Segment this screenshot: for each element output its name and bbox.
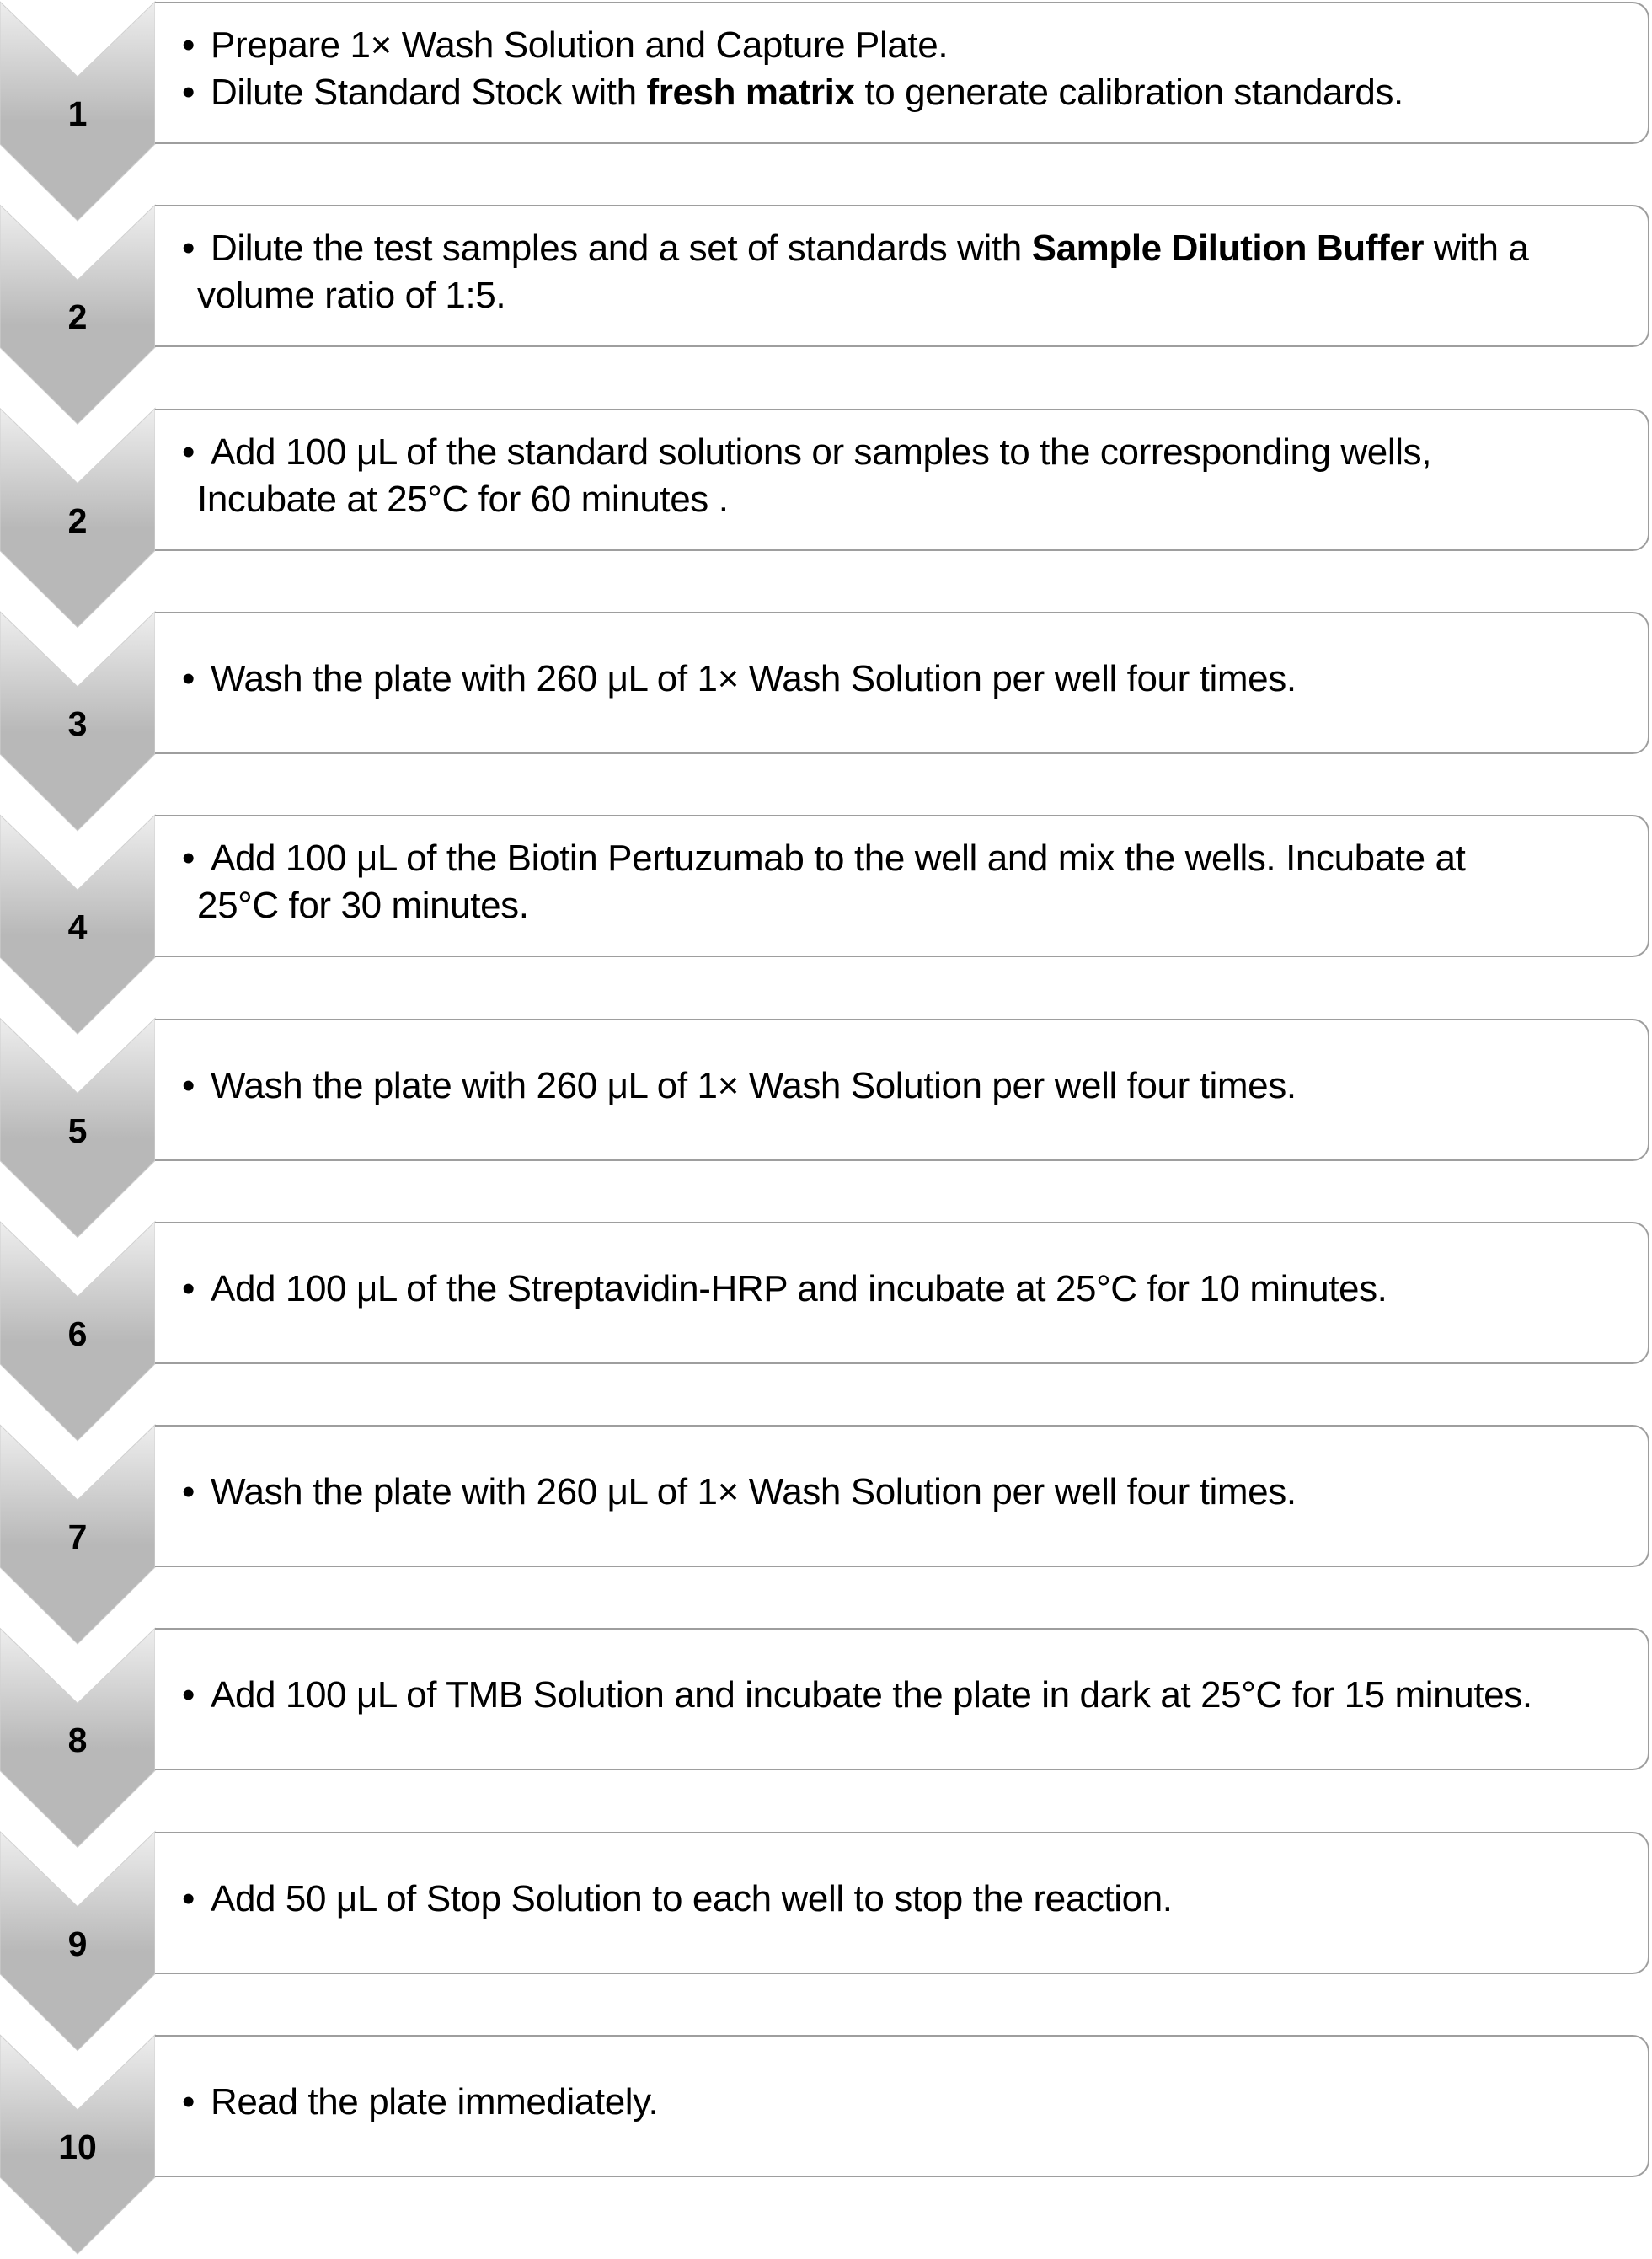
step-item (0, 1222, 1652, 1441)
bullet-icon: • (182, 1267, 195, 1309)
step-bullet-line (182, 69, 1623, 116)
bullet-icon: • (182, 838, 195, 880)
step-text: Add 100 μL of TMB Solution and incubate the plate in dark at 25°C for 15 minutes. (211, 1674, 1532, 1716)
step-item (0, 1628, 1652, 1847)
bullet-icon: • (182, 2081, 195, 2122)
step-text-box (155, 2035, 1649, 2177)
step-text-box (155, 1222, 1649, 1364)
step-text: Prepare 1× Wash Solution and Capture Plate. (211, 24, 949, 66)
bullet-icon: • (182, 24, 195, 66)
step-bullet-line (182, 1266, 1623, 1313)
step-number: 3 (67, 704, 88, 743)
step-text-box (155, 205, 1649, 347)
step-bullet-line (182, 835, 1623, 882)
step-text: to generate calibration standards. (854, 72, 1403, 113)
step-text-box (155, 409, 1649, 551)
step-text: Add 100 μL of the Biotin Pertuzumab to the well and mix the wells. Incubate at (211, 838, 1466, 880)
step-continuation-line (182, 272, 1623, 319)
bullet-icon: • (182, 1471, 195, 1513)
bullet-icon: • (182, 72, 195, 113)
step-number: 6 (67, 1314, 88, 1353)
step-continuation-line (182, 882, 1623, 929)
step-item (0, 205, 1652, 424)
step-item (0, 1425, 1652, 1644)
step-bullet-line (182, 1469, 1623, 1516)
bullet-icon: • (182, 228, 195, 270)
step-item (0, 2035, 1652, 2254)
step-bullet-line (182, 1063, 1623, 1110)
step-bullet-line (182, 429, 1623, 476)
step-text-box (155, 1019, 1649, 1161)
step-bullet-line (182, 2079, 1623, 2126)
bullet-icon: • (182, 1064, 195, 1106)
step-text: Wash the plate with 260 μL of 1× Wash Solution per well four times. (211, 1471, 1296, 1513)
step-item (0, 815, 1652, 1034)
step-number: 2 (67, 501, 88, 540)
step-number: 8 (67, 1721, 88, 1760)
step-number: 5 (67, 1111, 88, 1150)
bullet-icon: • (182, 1877, 195, 1919)
step-item (0, 409, 1652, 628)
step-text-box (155, 1425, 1649, 1567)
step-text-box (155, 1628, 1649, 1770)
step-number: 1 (67, 94, 88, 133)
step-number: 7 (67, 1518, 88, 1557)
step-text-box (155, 2, 1649, 144)
step-text: Read the plate immediately. (211, 2081, 659, 2122)
step-number: 4 (67, 907, 88, 947)
step-bullet-line (182, 1672, 1623, 1719)
step-bullet-line (182, 22, 1623, 69)
step-number: 9 (67, 1924, 88, 1963)
step-bullet-line (182, 225, 1623, 272)
bullet-icon: • (182, 1674, 195, 1716)
step-text-box (155, 1832, 1649, 1974)
step-text: Dilute Standard Stock with (211, 72, 647, 113)
step-text-emphasis: Sample Dilution Buffer (1031, 228, 1425, 270)
step-text: Add 100 μL of the standard solutions or samples to the corresponding wells, (211, 431, 1432, 473)
step-item (0, 2, 1652, 221)
step-text-emphasis: fresh matrix (646, 72, 855, 113)
step-text-box (155, 815, 1649, 957)
step-number: 2 (67, 297, 88, 337)
step-item (0, 1832, 1652, 2051)
step-text: with a (1424, 228, 1529, 270)
step-text: volume ratio of 1:5. (197, 275, 506, 317)
step-text: Wash the plate with 260 μL of 1× Wash Solution per well four times. (211, 1064, 1296, 1106)
step-text: Dilute the test samples and a set of standards with (211, 228, 1032, 270)
step-text: Incubate at 25°C for 60 minutes . (197, 478, 729, 520)
bullet-icon: • (182, 431, 195, 473)
step-text-box (155, 612, 1649, 754)
step-number: 10 (58, 2128, 97, 2166)
bullet-icon: • (182, 657, 195, 699)
step-bullet-line (182, 656, 1623, 703)
step-item (0, 1019, 1652, 1238)
step-text: Add 100 μL of the Streptavidin-HRP and incubate at 25°C for 10 minutes. (211, 1267, 1387, 1309)
step-text: Wash the plate with 260 μL of 1× Wash Solution per well four times. (211, 657, 1296, 699)
step-continuation-line (182, 476, 1623, 523)
step-bullet-line (182, 1876, 1623, 1923)
step-text: Add 50 μL of Stop Solution to each well to stop the reaction. (211, 1877, 1173, 1919)
step-item (0, 612, 1652, 831)
step-text: 25°C for 30 minutes. (197, 885, 529, 927)
